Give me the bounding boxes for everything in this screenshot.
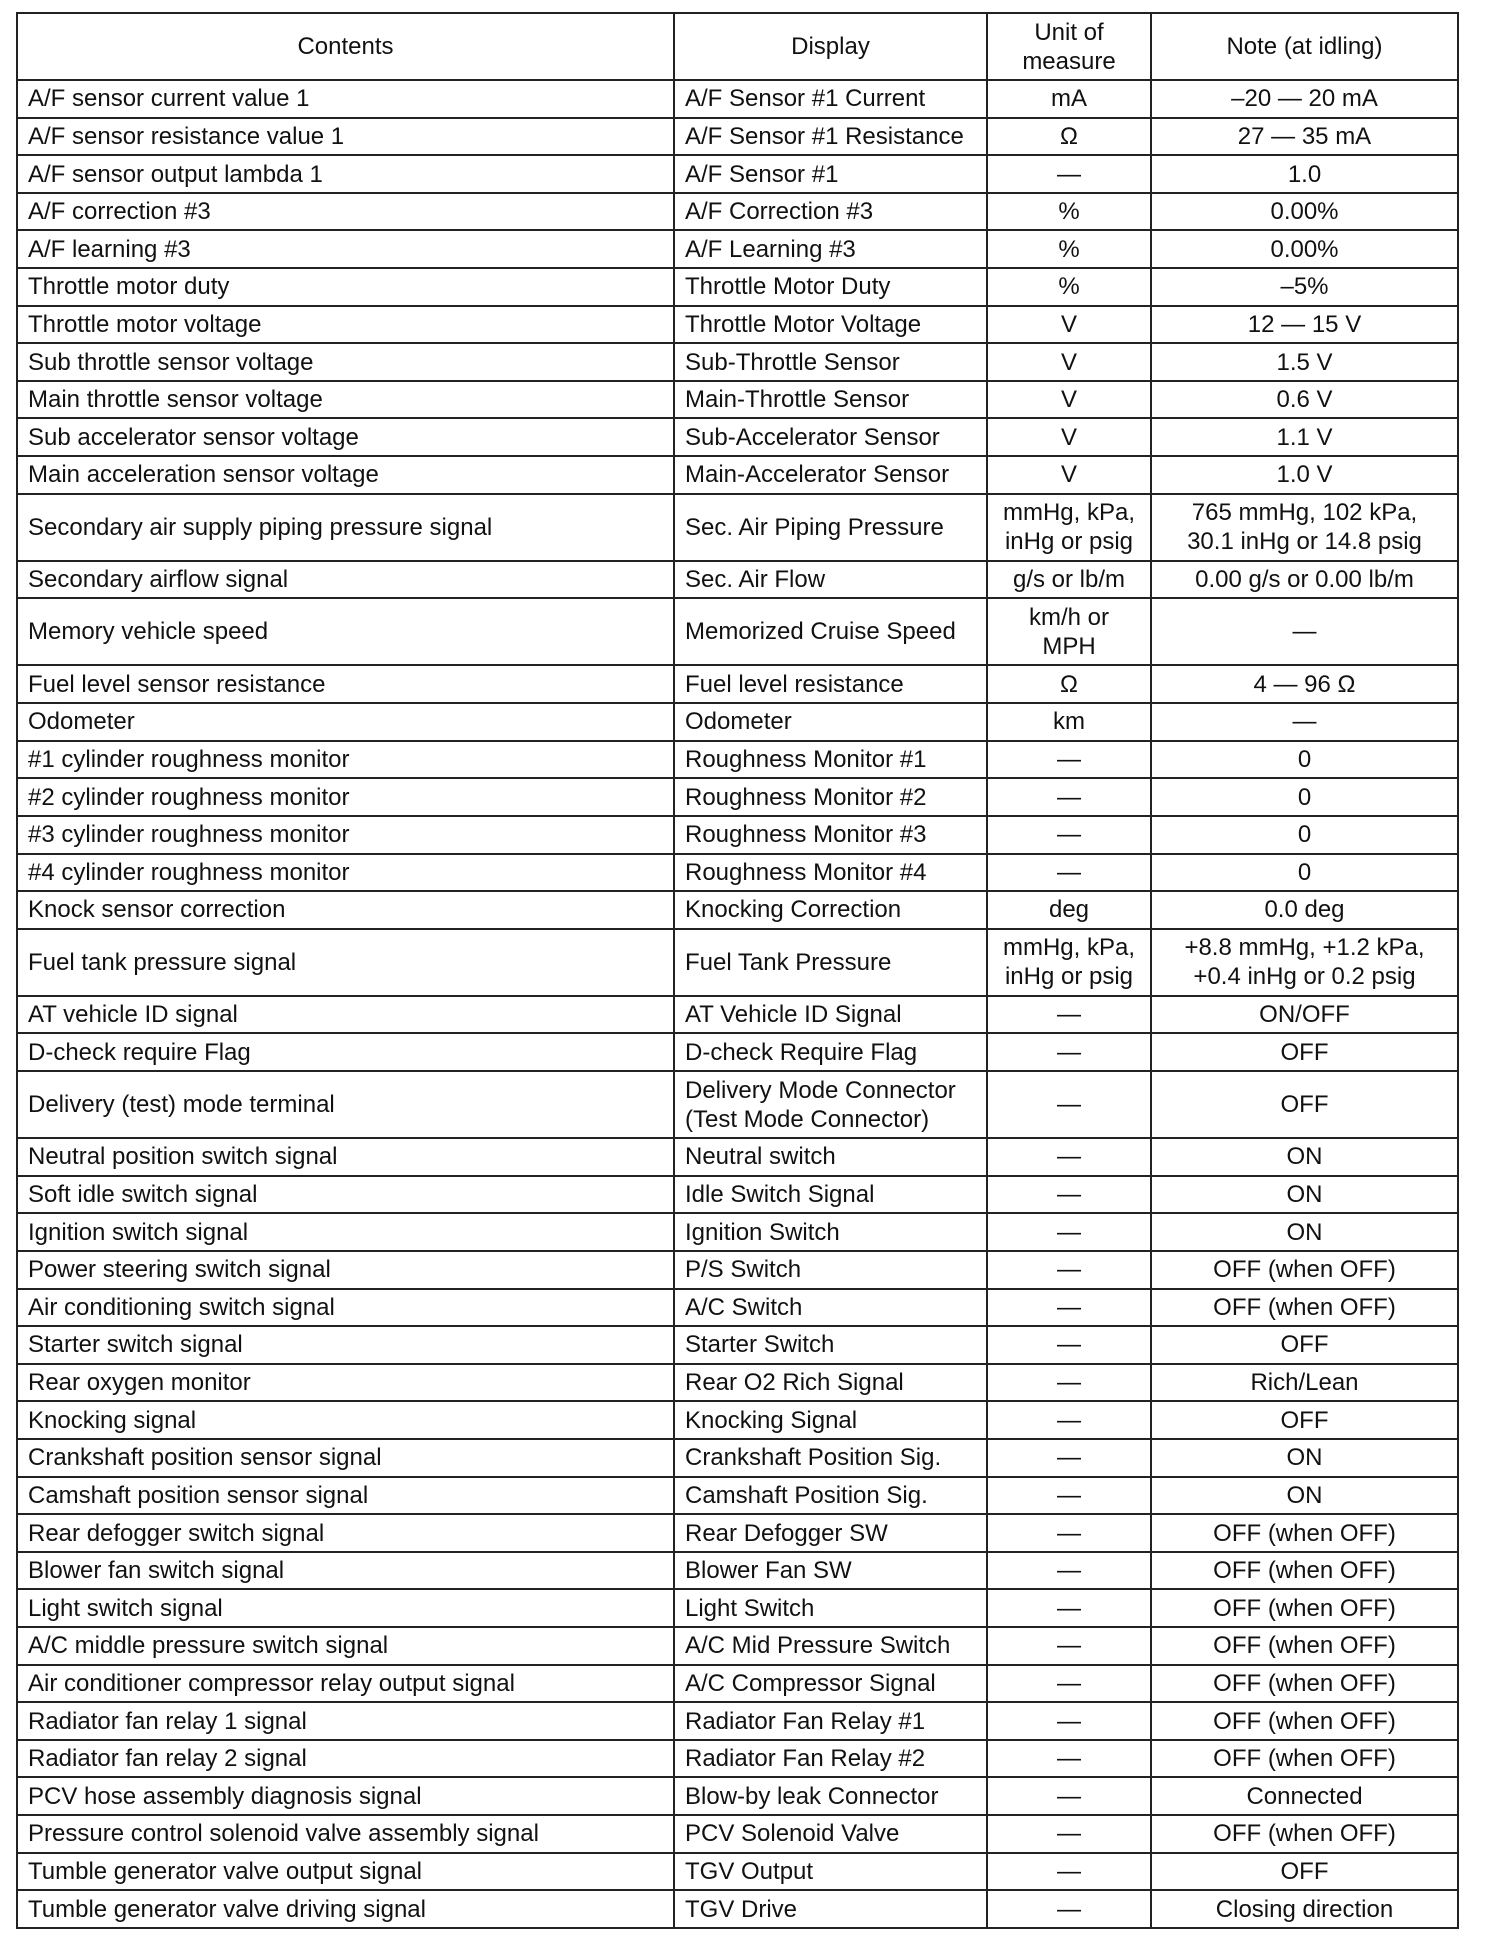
cell-note: OFF (when OFF) (1151, 1815, 1458, 1853)
cell-contents: AT vehicle ID signal (17, 996, 674, 1034)
header-unit: Unit of measure (987, 13, 1151, 80)
cell-contents: Radiator fan relay 2 signal (17, 1740, 674, 1778)
cell-note: 765 mmHg, 102 kPa, 30.1 inHg or 14.8 psig (1151, 494, 1458, 561)
cell-contents: Knock sensor correction (17, 891, 674, 929)
cell-display: Camshaft Position Sig. (674, 1477, 987, 1515)
cell-note: –20 — 20 mA (1151, 80, 1458, 118)
cell-display: A/F Sensor #1 Current (674, 80, 987, 118)
table-row (17, 1514, 1458, 1552)
table-row (17, 230, 1458, 268)
cell-display: Knocking Correction (674, 891, 987, 929)
cell-display: Sub-Accelerator Sensor (674, 418, 987, 456)
cell-unit: V (987, 306, 1151, 344)
cell-display: P/S Switch (674, 1251, 987, 1289)
cell-unit: mA (987, 80, 1151, 118)
cell-note: 0.6 V (1151, 381, 1458, 419)
table-row (17, 155, 1458, 193)
cell-display: Rear Defogger SW (674, 1514, 987, 1552)
cell-display: Radiator Fan Relay #2 (674, 1740, 987, 1778)
table-body (17, 80, 1458, 1928)
table-row (17, 1702, 1458, 1740)
cell-contents: Power steering switch signal (17, 1251, 674, 1289)
cell-display: TGV Drive (674, 1890, 987, 1928)
cell-contents: Sub accelerator sensor voltage (17, 418, 674, 456)
cell-contents: Rear defogger switch signal (17, 1514, 674, 1552)
table-row (17, 1289, 1458, 1327)
cell-unit: — (987, 1326, 1151, 1364)
table-row (17, 665, 1458, 703)
cell-unit: — (987, 1176, 1151, 1214)
table-row (17, 1326, 1458, 1364)
cell-note: 1.5 V (1151, 343, 1458, 381)
cell-display: Blower Fan SW (674, 1552, 987, 1590)
cell-note: OFF (when OFF) (1151, 1251, 1458, 1289)
table-row (17, 456, 1458, 494)
table-row (17, 1853, 1458, 1891)
table-row (17, 1176, 1458, 1214)
cell-note: OFF (1151, 1853, 1458, 1891)
cell-contents: Delivery (test) mode terminal (17, 1071, 674, 1138)
cell-contents: Memory vehicle speed (17, 598, 674, 665)
cell-contents: Odometer (17, 703, 674, 741)
cell-contents: Soft idle switch signal (17, 1176, 674, 1214)
cell-contents: #1 cylinder roughness monitor (17, 741, 674, 779)
cell-display: Sub-Throttle Sensor (674, 343, 987, 381)
table-row (17, 816, 1458, 854)
cell-display: Knocking Signal (674, 1401, 987, 1439)
cell-contents: Air conditioning switch signal (17, 1289, 674, 1327)
cell-unit: km (987, 703, 1151, 741)
cell-unit: mmHg, kPa, inHg or psig (987, 929, 1151, 996)
cell-unit: — (987, 1815, 1151, 1853)
cell-display: A/F Sensor #1 (674, 155, 987, 193)
cell-note: ON (1151, 1439, 1458, 1477)
header-contents: Contents (17, 13, 674, 80)
cell-note: OFF (when OFF) (1151, 1702, 1458, 1740)
cell-unit: — (987, 816, 1151, 854)
cell-contents: Fuel tank pressure signal (17, 929, 674, 996)
cell-note: OFF (1151, 1033, 1458, 1071)
cell-unit: V (987, 456, 1151, 494)
cell-contents: Starter switch signal (17, 1326, 674, 1364)
table-row (17, 268, 1458, 306)
cell-display: Odometer (674, 703, 987, 741)
cell-unit: — (987, 1552, 1151, 1590)
cell-unit: V (987, 381, 1151, 419)
cell-unit: — (987, 1251, 1151, 1289)
cell-display: Starter Switch (674, 1326, 987, 1364)
cell-contents: Air conditioner compressor relay output signal (17, 1665, 674, 1703)
cell-note: ON/OFF (1151, 996, 1458, 1034)
cell-contents: Pressure control solenoid valve assembly signal (17, 1815, 674, 1853)
cell-display: Ignition Switch (674, 1213, 987, 1251)
cell-contents: Secondary air supply piping pressure signal (17, 494, 674, 561)
cell-contents: A/F sensor output lambda 1 (17, 155, 674, 193)
table-row (17, 1251, 1458, 1289)
cell-unit: % (987, 230, 1151, 268)
cell-contents: Radiator fan relay 1 signal (17, 1702, 674, 1740)
cell-contents: #4 cylinder roughness monitor (17, 854, 674, 892)
cell-display: TGV Output (674, 1853, 987, 1891)
cell-unit: — (987, 1401, 1151, 1439)
cell-display: Throttle Motor Duty (674, 268, 987, 306)
cell-contents: Tumble generator valve driving signal (17, 1890, 674, 1928)
cell-contents: A/F sensor resistance value 1 (17, 118, 674, 156)
cell-contents: Throttle motor duty (17, 268, 674, 306)
cell-unit: Ω (987, 665, 1151, 703)
cell-display: Radiator Fan Relay #1 (674, 1702, 987, 1740)
table-row (17, 1364, 1458, 1402)
cell-contents: Camshaft position sensor signal (17, 1477, 674, 1515)
cell-display: Crankshaft Position Sig. (674, 1439, 987, 1477)
cell-contents: Crankshaft position sensor signal (17, 1439, 674, 1477)
cell-display: D-check Require Flag (674, 1033, 987, 1071)
cell-note: ON (1151, 1213, 1458, 1251)
cell-unit: — (987, 1477, 1151, 1515)
cell-unit: — (987, 1071, 1151, 1138)
cell-unit: — (987, 1740, 1151, 1778)
cell-display: PCV Solenoid Valve (674, 1815, 987, 1853)
cell-unit: — (987, 741, 1151, 779)
cell-unit: — (987, 1702, 1151, 1740)
cell-contents: A/F correction #3 (17, 193, 674, 231)
table-row (17, 703, 1458, 741)
cell-contents: Main throttle sensor voltage (17, 381, 674, 419)
cell-note: 4 — 96 Ω (1151, 665, 1458, 703)
cell-display: Delivery Mode Connector (Test Mode Connector) (674, 1071, 987, 1138)
cell-note: 1.1 V (1151, 418, 1458, 456)
cell-display: A/C Switch (674, 1289, 987, 1327)
cell-display: A/F Learning #3 (674, 230, 987, 268)
header-note: Note (at idling) (1151, 13, 1458, 80)
cell-display: Main-Throttle Sensor (674, 381, 987, 419)
cell-note: +8.8 mmHg, +1.2 kPa, +0.4 inHg or 0.2 psig (1151, 929, 1458, 996)
cell-contents: D-check require Flag (17, 1033, 674, 1071)
cell-note: ON (1151, 1477, 1458, 1515)
header-row (17, 13, 1458, 80)
cell-unit: — (987, 1033, 1151, 1071)
cell-note: OFF (1151, 1071, 1458, 1138)
cell-display: A/C Mid Pressure Switch (674, 1627, 987, 1665)
table-row (17, 343, 1458, 381)
cell-contents: A/C middle pressure switch signal (17, 1627, 674, 1665)
cell-unit: — (987, 155, 1151, 193)
cell-contents: Throttle motor voltage (17, 306, 674, 344)
cell-contents: Sub throttle sensor voltage (17, 343, 674, 381)
cell-note: OFF (when OFF) (1151, 1740, 1458, 1778)
cell-display: Roughness Monitor #4 (674, 854, 987, 892)
table-row (17, 118, 1458, 156)
table-row (17, 418, 1458, 456)
table-row (17, 1777, 1458, 1815)
cell-note: 0 (1151, 816, 1458, 854)
cell-note: 0.00 g/s or 0.00 lb/m (1151, 561, 1458, 599)
table-row (17, 1740, 1458, 1778)
cell-note: Connected (1151, 1777, 1458, 1815)
table-row (17, 1477, 1458, 1515)
cell-contents: Tumble generator valve output signal (17, 1853, 674, 1891)
cell-display: Sec. Air Flow (674, 561, 987, 599)
cell-unit: g/s or lb/m (987, 561, 1151, 599)
cell-unit: — (987, 1138, 1151, 1176)
cell-unit: — (987, 1853, 1151, 1891)
table-row (17, 929, 1458, 996)
cell-note: OFF (when OFF) (1151, 1289, 1458, 1327)
cell-display: AT Vehicle ID Signal (674, 996, 987, 1034)
cell-display: Light Switch (674, 1589, 987, 1627)
cell-unit: deg (987, 891, 1151, 929)
table-row (17, 381, 1458, 419)
cell-unit: — (987, 1364, 1151, 1402)
cell-display: Memorized Cruise Speed (674, 598, 987, 665)
table-row (17, 891, 1458, 929)
cell-note: 12 — 15 V (1151, 306, 1458, 344)
table-row (17, 80, 1458, 118)
table-row (17, 1552, 1458, 1590)
cell-contents: #3 cylinder roughness monitor (17, 816, 674, 854)
cell-contents: A/F sensor current value 1 (17, 80, 674, 118)
cell-note: 0.00% (1151, 230, 1458, 268)
table-row (17, 1033, 1458, 1071)
cell-note: –5% (1151, 268, 1458, 306)
cell-display: Main-Accelerator Sensor (674, 456, 987, 494)
cell-display: A/F Correction #3 (674, 193, 987, 231)
cell-display: A/C Compressor Signal (674, 1665, 987, 1703)
table-row (17, 996, 1458, 1034)
table-row (17, 778, 1458, 816)
cell-note: ON (1151, 1138, 1458, 1176)
cell-note: Closing direction (1151, 1890, 1458, 1928)
cell-contents: Rear oxygen monitor (17, 1364, 674, 1402)
cell-unit: — (987, 1777, 1151, 1815)
cell-unit: — (987, 1589, 1151, 1627)
table-row (17, 561, 1458, 599)
cell-contents: Neutral position switch signal (17, 1138, 674, 1176)
cell-note: — (1151, 703, 1458, 741)
cell-contents: PCV hose assembly diagnosis signal (17, 1777, 674, 1815)
cell-note: 0.0 deg (1151, 891, 1458, 929)
cell-unit: mmHg, kPa, inHg or psig (987, 494, 1151, 561)
table-row (17, 306, 1458, 344)
cell-note: OFF (1151, 1326, 1458, 1364)
table-row (17, 1665, 1458, 1703)
cell-unit: % (987, 193, 1151, 231)
table-row (17, 1890, 1458, 1928)
table-row (17, 1627, 1458, 1665)
cell-display: Blow-by leak Connector (674, 1777, 987, 1815)
cell-display: Neutral switch (674, 1138, 987, 1176)
cell-unit: — (987, 1439, 1151, 1477)
cell-unit: — (987, 854, 1151, 892)
table-row (17, 1589, 1458, 1627)
cell-contents: Fuel level sensor resistance (17, 665, 674, 703)
cell-display: Idle Switch Signal (674, 1176, 987, 1214)
cell-contents: #2 cylinder roughness monitor (17, 778, 674, 816)
cell-display: Roughness Monitor #2 (674, 778, 987, 816)
cell-display: Roughness Monitor #1 (674, 741, 987, 779)
cell-unit: — (987, 1890, 1151, 1928)
cell-unit: — (987, 1289, 1151, 1327)
cell-note: 27 — 35 mA (1151, 118, 1458, 156)
cell-note: Rich/Lean (1151, 1364, 1458, 1402)
cell-note: OFF (when OFF) (1151, 1627, 1458, 1665)
cell-display: Fuel Tank Pressure (674, 929, 987, 996)
cell-unit: — (987, 1665, 1151, 1703)
cell-note: OFF (when OFF) (1151, 1552, 1458, 1590)
cell-display: Roughness Monitor #3 (674, 816, 987, 854)
table-row (17, 1439, 1458, 1477)
cell-display: Rear O2 Rich Signal (674, 1364, 987, 1402)
table-row (17, 1138, 1458, 1176)
table-row (17, 494, 1458, 561)
cell-unit: — (987, 1213, 1151, 1251)
table-row (17, 1071, 1458, 1138)
cell-display: Fuel level resistance (674, 665, 987, 703)
cell-contents: Light switch signal (17, 1589, 674, 1627)
cell-contents: A/F learning #3 (17, 230, 674, 268)
cell-display: Sec. Air Piping Pressure (674, 494, 987, 561)
cell-display: Throttle Motor Voltage (674, 306, 987, 344)
data-monitor-table (16, 12, 1459, 1929)
cell-unit: % (987, 268, 1151, 306)
cell-contents: Knocking signal (17, 1401, 674, 1439)
header-display: Display (674, 13, 987, 80)
cell-unit: — (987, 996, 1151, 1034)
cell-unit: — (987, 778, 1151, 816)
table-row (17, 193, 1458, 231)
cell-contents: Blower fan switch signal (17, 1552, 674, 1590)
cell-contents: Main acceleration sensor voltage (17, 456, 674, 494)
cell-note: 0 (1151, 854, 1458, 892)
cell-unit: Ω (987, 118, 1151, 156)
cell-note: OFF (1151, 1401, 1458, 1439)
table-row (17, 598, 1458, 665)
table-row (17, 1815, 1458, 1853)
cell-note: ON (1151, 1176, 1458, 1214)
cell-unit: — (987, 1514, 1151, 1552)
table-row (17, 741, 1458, 779)
table-row (17, 1401, 1458, 1439)
cell-note: OFF (when OFF) (1151, 1589, 1458, 1627)
cell-contents: Ignition switch signal (17, 1213, 674, 1251)
cell-note: 0 (1151, 741, 1458, 779)
cell-unit: — (987, 1627, 1151, 1665)
table-row (17, 854, 1458, 892)
cell-note: 0 (1151, 778, 1458, 816)
table-row (17, 1213, 1458, 1251)
cell-note: — (1151, 598, 1458, 665)
cell-unit: V (987, 418, 1151, 456)
cell-note: OFF (when OFF) (1151, 1514, 1458, 1552)
cell-note: 1.0 (1151, 155, 1458, 193)
cell-note: OFF (when OFF) (1151, 1665, 1458, 1703)
cell-unit: km/h or MPH (987, 598, 1151, 665)
cell-unit: V (987, 343, 1151, 381)
cell-note: 1.0 V (1151, 456, 1458, 494)
cell-note: 0.00% (1151, 193, 1458, 231)
cell-contents: Secondary airflow signal (17, 561, 674, 599)
cell-display: A/F Sensor #1 Resistance (674, 118, 987, 156)
